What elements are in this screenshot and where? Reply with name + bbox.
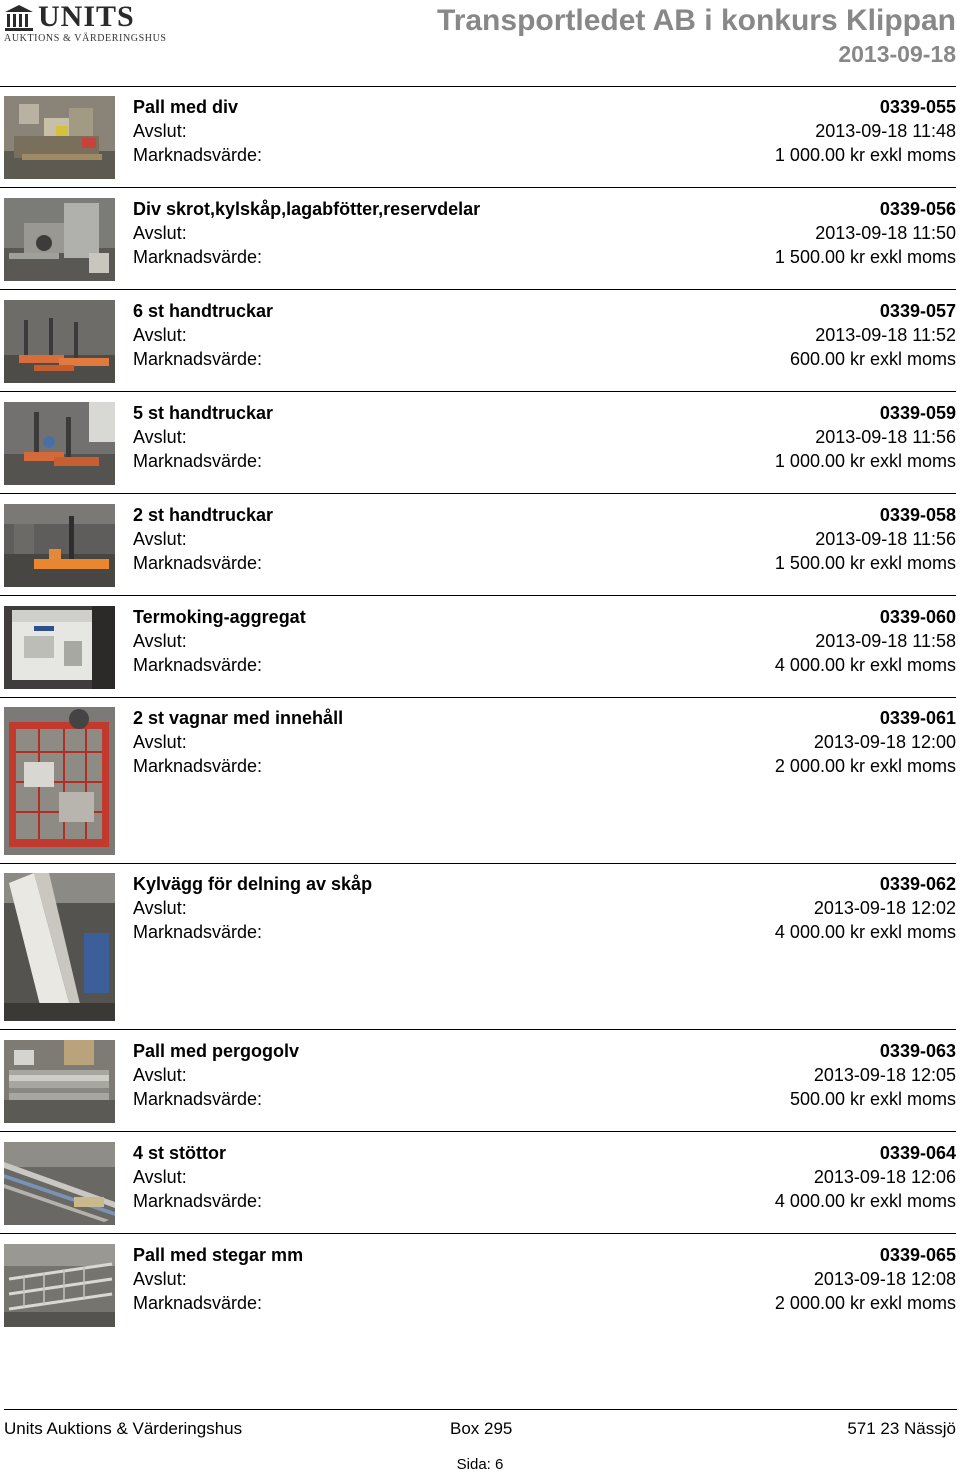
lot-number: 0339-058 <box>879 505 956 525</box>
lot-photo <box>4 300 115 383</box>
lot-number: 0339-063 <box>879 1041 956 1061</box>
lot-number: 0339-059 <box>879 403 956 423</box>
units-logo <box>4 0 167 48</box>
end-label: Avslut: <box>133 1065 187 1085</box>
lot-photo <box>4 1040 115 1123</box>
lot-number: 0339-056 <box>879 199 956 219</box>
lot-name: Div skrot,kylskåp,lagabfötter,reservdelar <box>133 199 481 219</box>
item-divider <box>0 595 956 596</box>
lot-value: 4 000.00 kr exkl moms <box>774 922 956 942</box>
footer-divider <box>4 1409 957 1410</box>
page-header <box>0 0 960 90</box>
end-label: Avslut: <box>133 325 187 345</box>
lot-end-time: 2013-09-18 12:00 <box>813 732 956 752</box>
end-label: Avslut: <box>133 898 187 918</box>
lot-photo <box>4 1244 115 1327</box>
lot-name: Pall med pergogolv <box>133 1041 300 1061</box>
building-icon <box>4 4 34 32</box>
lot-value: 600.00 kr exkl moms <box>789 349 956 369</box>
lot-number: 0339-061 <box>879 708 956 728</box>
lot-value: 1 500.00 kr exkl moms <box>774 553 956 573</box>
item-divider <box>0 1029 956 1030</box>
lot-value: 1 000.00 kr exkl moms <box>774 145 956 165</box>
footer-city: 571 23 Nässjö <box>847 1419 956 1438</box>
lot-number: 0339-065 <box>879 1245 956 1265</box>
lot-photo <box>4 96 115 179</box>
value-label: Marknadsvärde: <box>133 922 263 942</box>
value-label: Marknadsvärde: <box>133 145 263 165</box>
lot-name: 2 st handtruckar <box>133 505 274 525</box>
lot-end-time: 2013-09-18 12:02 <box>813 898 956 918</box>
lot-end-time: 2013-09-18 12:05 <box>813 1065 956 1085</box>
lot-value: 2 000.00 kr exkl moms <box>774 1293 956 1313</box>
lot-photo <box>4 198 115 281</box>
header-divider <box>0 86 956 87</box>
end-label: Avslut: <box>133 1167 187 1187</box>
logo-wordmark: UNITS <box>38 0 135 33</box>
value-label: Marknadsvärde: <box>133 349 263 369</box>
lot-value: 4 000.00 kr exkl moms <box>774 655 956 675</box>
lot-end-time: 2013-09-18 11:48 <box>815 121 956 141</box>
lot-number: 0339-055 <box>879 97 956 117</box>
value-label: Marknadsvärde: <box>133 553 263 573</box>
lot-number: 0339-060 <box>879 607 956 627</box>
lot-name: 2 st vagnar med innehåll <box>133 708 344 728</box>
logo-subtitle: AUKTIONS & VÄRDERINGSHUS <box>4 33 167 44</box>
lot-value: 500.00 kr exkl moms <box>789 1089 956 1109</box>
lot-end-time: 2013-09-18 12:06 <box>813 1167 956 1187</box>
item-divider <box>0 493 956 494</box>
page-date: 2013-09-18 <box>838 41 956 67</box>
end-label: Avslut: <box>133 427 187 447</box>
value-label: Marknadsvärde: <box>133 1089 263 1109</box>
value-label: Marknadsvärde: <box>133 451 263 471</box>
lot-end-time: 2013-09-18 12:08 <box>813 1269 956 1289</box>
item-divider <box>0 289 956 290</box>
value-label: Marknadsvärde: <box>133 247 263 267</box>
lot-name: 6 st handtruckar <box>133 301 274 321</box>
end-label: Avslut: <box>133 732 187 752</box>
lot-number: 0339-057 <box>879 301 956 321</box>
lot-end-time: 2013-09-18 11:56 <box>815 427 956 447</box>
lot-name: Pall med div <box>133 97 239 117</box>
lot-value: 2 000.00 kr exkl moms <box>774 756 956 776</box>
lot-photo <box>4 1142 115 1225</box>
lot-name: 4 st stöttor <box>133 1143 227 1163</box>
lot-end-time: 2013-09-18 11:52 <box>815 325 956 345</box>
value-label: Marknadsvärde: <box>133 1293 263 1313</box>
lot-value: 4 000.00 kr exkl moms <box>774 1191 956 1211</box>
lot-number: 0339-062 <box>879 874 956 894</box>
page-number: Sida: 6 <box>456 1456 504 1473</box>
lot-value: 1 000.00 kr exkl moms <box>774 451 956 471</box>
item-divider <box>0 697 956 698</box>
item-divider <box>0 863 956 864</box>
lot-photo <box>4 402 115 485</box>
item-divider <box>0 391 956 392</box>
value-label: Marknadsvärde: <box>133 1191 263 1211</box>
footer-box: Box 295 <box>450 1419 513 1438</box>
end-label: Avslut: <box>133 631 187 651</box>
end-label: Avslut: <box>133 529 187 549</box>
item-divider <box>0 187 956 188</box>
lot-name: Pall med stegar mm <box>133 1245 304 1265</box>
lot-end-time: 2013-09-18 11:56 <box>815 529 956 549</box>
lot-name: 5 st handtruckar <box>133 403 274 423</box>
lot-photo <box>4 504 115 587</box>
value-label: Marknadsvärde: <box>133 655 263 675</box>
item-divider <box>0 1131 956 1132</box>
end-label: Avslut: <box>133 223 187 243</box>
value-label: Marknadsvärde: <box>133 756 263 776</box>
item-divider <box>0 1233 956 1234</box>
lot-photo <box>4 606 115 689</box>
lot-end-time: 2013-09-18 11:58 <box>815 631 956 651</box>
end-label: Avslut: <box>133 1269 187 1289</box>
end-label: Avslut: <box>133 121 187 141</box>
footer-company: Units Auktions & Värderingshus <box>4 1419 243 1438</box>
lot-value: 1 500.00 kr exkl moms <box>774 247 956 267</box>
lot-photo <box>4 873 115 1021</box>
lot-number: 0339-064 <box>879 1143 956 1163</box>
page-title: Transportledet AB i konkurs Klippan <box>437 4 956 37</box>
lot-photo <box>4 707 115 855</box>
lot-name: Kylvägg för delning av skåp <box>133 874 373 894</box>
lot-name: Termoking-aggregat <box>133 607 306 627</box>
lot-end-time: 2013-09-18 11:50 <box>815 223 956 243</box>
